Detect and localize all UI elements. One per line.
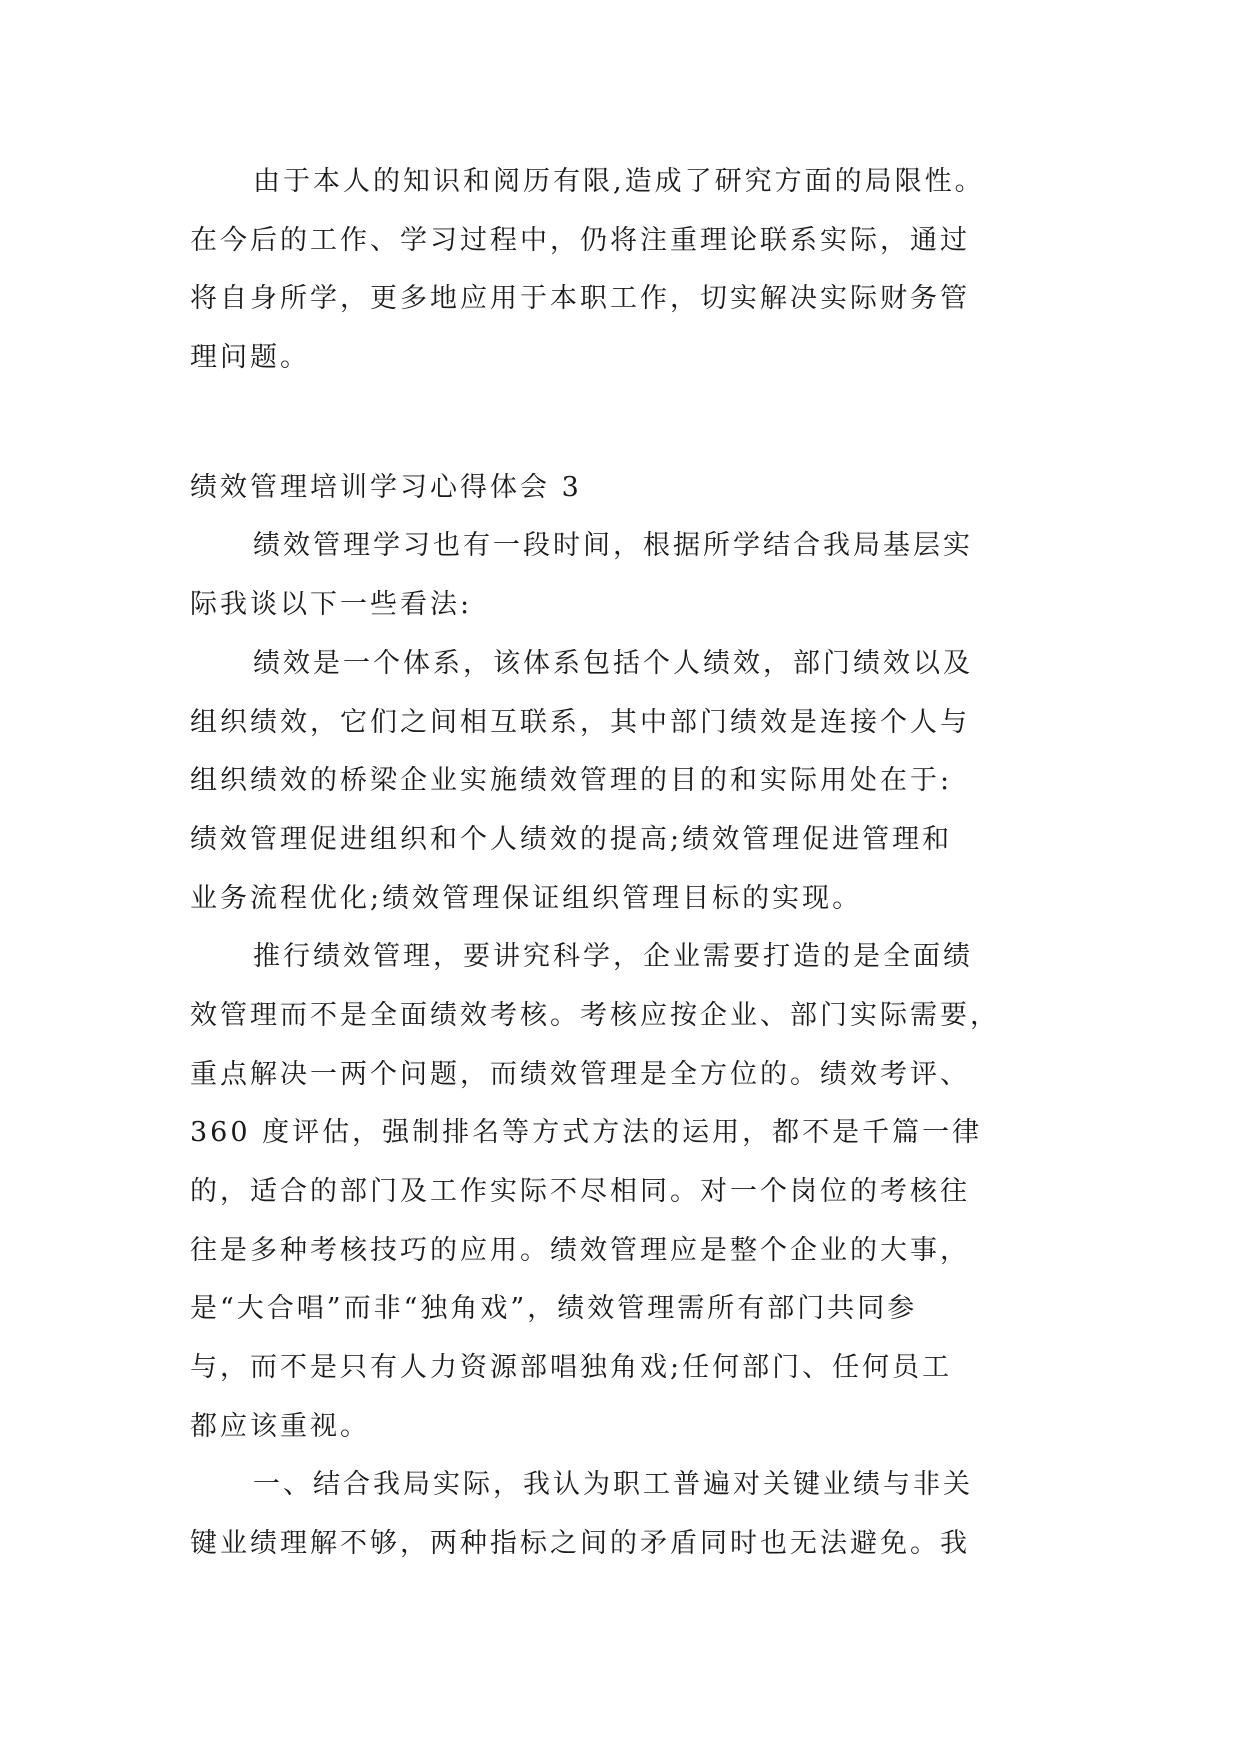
text-line: 将自身所学，更多地应用于本职工作，切实解决实际财务管	[190, 283, 970, 315]
text-line: 绩效管理学习也有一段时间，根据所学结合我局基层实	[253, 530, 973, 562]
text-line: 际我谈以下一些看法:	[190, 589, 473, 621]
paragraph-spacer	[190, 388, 1070, 459]
paragraph-4	[190, 928, 1070, 1456]
text-line: 的，适合的部门及工作实际不尽相同。对一个岗位的考核往	[190, 1176, 970, 1207]
text-line: 在今后的工作、学习过程中，仍将注重理论联系实际，通过	[190, 224, 970, 256]
paragraph-5	[190, 1456, 1070, 1573]
text-line: 重点解决一两个问题，而绩效管理是全方位的。绩效考评、	[190, 1058, 970, 1090]
text-line: 理问题。	[190, 342, 310, 374]
text-line: 与，而不是只有人力资源部唱独角戏;任何部门、任何员工	[190, 1352, 953, 1384]
text-line: 是“大合唱”而非“独角戏”，绩效管理需所有部门共同参	[190, 1293, 918, 1325]
text-line: 绩效管理促进组织和个人绩效的提高;绩效管理促进管理和	[190, 823, 953, 855]
text-line: 绩效是一个体系，该体系包括个人绩效，部门绩效以及	[253, 647, 973, 679]
text-line: 都应该重视。	[190, 1410, 370, 1442]
document-body	[190, 153, 1070, 1574]
text-line: 由于本人的知识和阅历有限,造成了研究方面的局限性。	[253, 166, 985, 197]
heading-text: 绩效管理培训学习心得体会 3	[190, 471, 582, 503]
paragraph-1	[190, 153, 1070, 388]
text-line: 360 度评估，强制排名等方式方法的运用，都不是千篇一律	[190, 1117, 983, 1149]
text-line: 组织绩效的桥梁企业实施绩效管理的目的和实际用处在于:	[190, 765, 953, 797]
text-line: 往是多种考核技巧的应用。绩效管理应是整个企业的大事，	[190, 1234, 970, 1266]
paragraph-3	[190, 635, 1070, 928]
text-line: 推行绩效管理，要讲究科学，企业需要打造的是全面绩	[253, 941, 973, 973]
text-line: 效管理而不是全面绩效考核。考核应按企业、部门实际需要，	[190, 999, 1000, 1031]
text-line: 业务流程优化;绩效管理保证组织管理目标的实现。	[190, 882, 863, 914]
text-line: 一、结合我局实际，我认为职工普遍对关键业绩与非关	[253, 1469, 973, 1501]
text-line: 键业绩理解不够，两种指标之间的矛盾同时也无法避免。我	[190, 1528, 970, 1560]
paragraph-2	[190, 517, 1070, 634]
section-heading	[190, 459, 1070, 518]
text-line: 组织绩效，它们之间相互联系，其中部门绩效是连接个人与	[190, 706, 970, 738]
